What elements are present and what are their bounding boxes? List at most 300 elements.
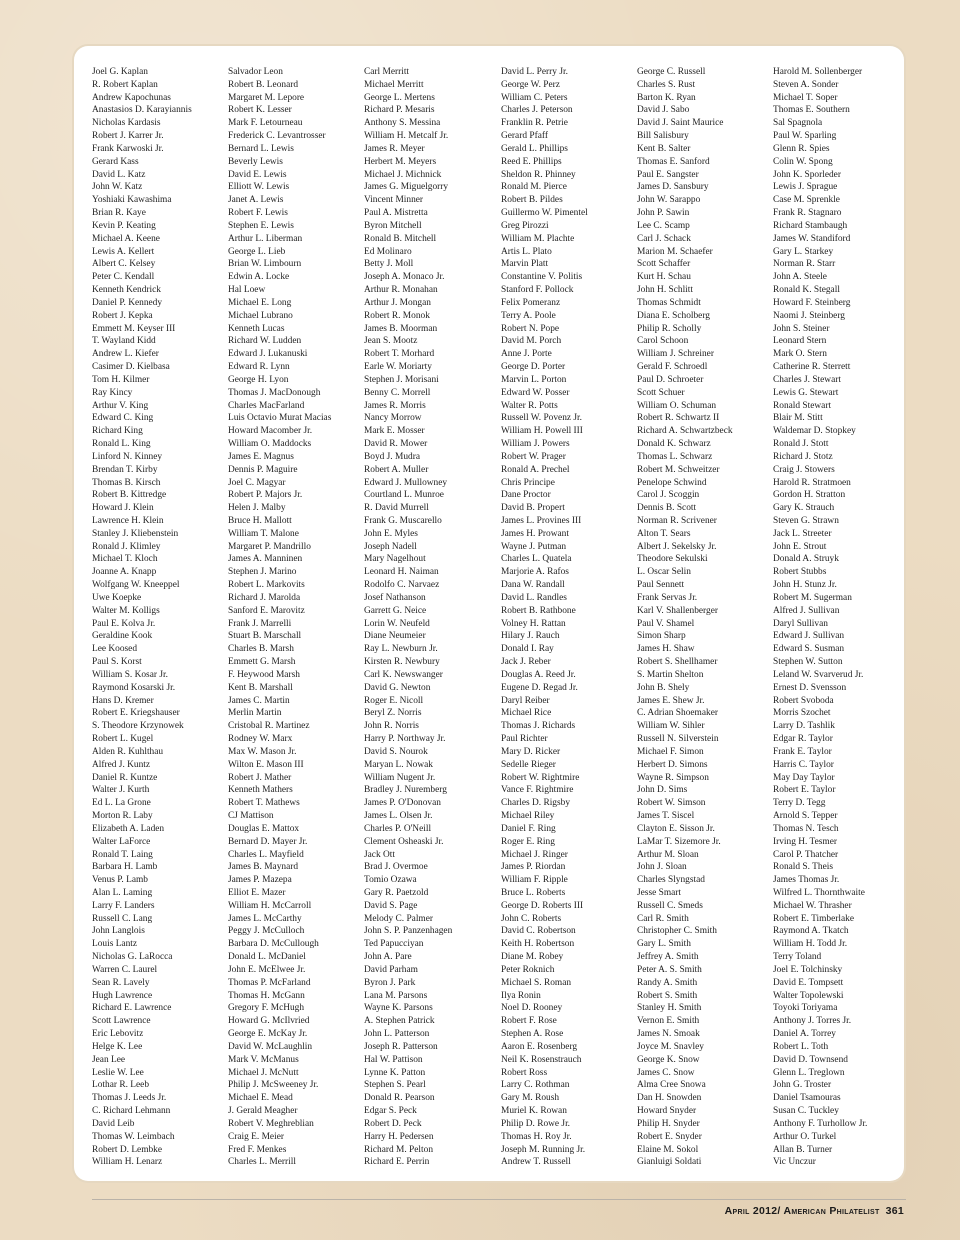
donor-name: Harold M. Sollenberger (773, 67, 863, 77)
donor-name: Casimer D. Kielbasa (92, 362, 170, 373)
name-column-3 (364, 66, 496, 1169)
donor-name: Carol Schoon (637, 336, 689, 347)
donor-name: Thomas J. MacDonough (228, 387, 321, 398)
donor-name: Jack Ott (364, 849, 395, 860)
donor-name: Walter J. Kurth (92, 785, 150, 796)
donor-name: Kurt H. Schau (637, 272, 691, 283)
name-column-4 (501, 66, 633, 1169)
donor-name: Lynne K. Patton (364, 1067, 426, 1078)
donor-name: William H. Todd Jr. (773, 939, 848, 950)
donor-name: Harris C. Taylor (773, 759, 834, 770)
donor-name: William Nugent Jr. (364, 772, 436, 783)
donor-name: Robert W. Prager (501, 451, 566, 462)
donor-name: Yoshiaki Kawashima (92, 195, 172, 206)
donor-name: John W. Katz (92, 182, 143, 193)
donor-name: Richard P. Mesaris (364, 105, 435, 116)
donor-name: Anthony J. Torres Jr. (773, 1016, 852, 1027)
donor-name: Mark O. Stern (773, 349, 827, 360)
donor-name: S. Theodore Krzynowek (92, 721, 184, 732)
donor-name: John S. P. Panzenhagen (364, 926, 453, 937)
donor-name: Mark V. McManus (228, 1054, 299, 1065)
donor-name: Stuart B. Marschall (228, 631, 302, 642)
donor-name: John G. Troster (773, 1080, 832, 1091)
donor-name: Robert B. Pildes (501, 195, 563, 206)
donor-name: Russell C. Smeds (637, 900, 703, 911)
donor-name: Donald K. Schwarz (637, 439, 711, 450)
donor-name: Kent B. Salter (637, 143, 691, 154)
donor-name: Alfred J. Sullivan (773, 605, 840, 616)
donor-name: Stanley H. Smith (637, 1003, 702, 1014)
donor-name: Hugh Lawrence (92, 990, 153, 1001)
donor-name: William W. Sihler (637, 721, 705, 732)
donor-name: Neil K. Rosenstrauch (501, 1054, 582, 1065)
donor-name: Robert B. Leonard (228, 79, 299, 90)
donor-name: Edward J. Mullowney (364, 477, 448, 488)
donor-name: Dane Proctor (501, 490, 551, 501)
donor-name: Jesse Smart (637, 888, 682, 898)
donor-name: Michael A. Keene (92, 233, 160, 244)
donor-name: James H. Shaw (637, 644, 695, 655)
donor-name: George L. Lieb (228, 246, 286, 257)
donor-name: Robert E. Taylor (773, 785, 836, 796)
donor-name: Paul S. Korst (92, 657, 142, 668)
donor-name: Joel E. Tolchinsky (773, 964, 843, 975)
donor-name: Walter R. Potts (501, 400, 558, 411)
donor-name: David L. Katz (92, 169, 146, 180)
donor-name: A. Stephen Patrick (364, 1016, 435, 1027)
donor-name: Penelope Schwind (637, 477, 707, 488)
donor-name: John H. Schlitt (637, 285, 693, 296)
donor-name: Robert S. Smith (637, 990, 698, 1001)
donor-name: John B. Shely (637, 682, 690, 693)
donor-name: Franklin R. Petrie (501, 118, 568, 129)
donor-name: Geraldine Kook (92, 631, 153, 642)
donor-name: Michael E. Long (228, 297, 292, 308)
donor-name: Edwin A. Locke (228, 272, 290, 283)
donor-name: Robert D. Peck (364, 1118, 422, 1129)
donor-name: William T. Malone (228, 528, 299, 539)
donor-name: Brian R. Kaye (92, 208, 146, 219)
donor-name: Thomas N. Tesch (773, 823, 839, 834)
donor-name: James P. Mazepa (228, 875, 292, 886)
publication-name: April 2012/ American Philatelist (724, 1205, 880, 1217)
donor-name: Morris Szochet (773, 708, 831, 719)
donor-name: Felix Pomeranz (501, 297, 561, 308)
donor-name: Gianluigi Soldati (637, 1157, 702, 1168)
donor-name: Keith H. Robertson (501, 939, 575, 950)
donor-name: Howard J. Klein (92, 503, 154, 514)
donor-name: Michael J. Ringer (501, 849, 568, 860)
donor-name: James P. O'Donovan (364, 798, 441, 809)
donor-name: Gerald F. Schroedl (637, 362, 708, 373)
donor-name: James C. Martin (228, 695, 290, 706)
donor-name: Ronald T. Laing (92, 849, 153, 860)
donor-name: Beryl Z. Norris (364, 708, 422, 719)
donor-name: Paul D. Schroeter (637, 374, 704, 385)
donor-name: David M. Porch (501, 336, 562, 347)
donor-name: John A. Pare (364, 952, 412, 963)
donor-name: Steven G. Strawn (773, 515, 839, 526)
donor-name: Kenneth Lucas (228, 323, 285, 334)
donor-name: Jean Lee (92, 1054, 126, 1065)
donor-name: Arthur R. Monahan (364, 285, 438, 296)
donor-name: Lee Koosed (92, 644, 138, 655)
donor-name: James W. Standiford (773, 233, 851, 244)
donor-name: Alan L. Laming (92, 888, 153, 898)
donor-name: Vernon E. Smith (637, 1016, 700, 1027)
donor-name: Karl V. Shallenberger (637, 605, 718, 616)
donor-name: Daniel P. Kennedy (92, 297, 163, 308)
donor-name: Philip J. McSweeney Jr. (228, 1080, 319, 1091)
donor-name: Ronald B. Mitchell (364, 233, 437, 244)
donor-name: Stanford F. Pollock (501, 285, 574, 296)
donor-name: Daryl Reiber (501, 695, 550, 706)
donor-name: Michael J. Michnick (364, 169, 442, 180)
donor-name: Carl J. Schack (637, 233, 691, 244)
donor-name: Melody C. Palmer (364, 913, 434, 924)
donor-name: Peggy J. McCulloch (228, 926, 305, 937)
donor-name: Bernard D. Mayer Jr. (228, 836, 308, 847)
donor-name: Mark F. Letourneau (228, 118, 303, 129)
donor-name: Albert J. Sekelsky Jr. (637, 541, 717, 552)
donor-name: Michael T. Kloch (92, 554, 158, 565)
donor-name: Richard M. Pelton (364, 1144, 434, 1155)
donor-name: David G. Newton (364, 682, 431, 693)
donor-name: Byron J. Park (364, 977, 416, 988)
name-column-1 (92, 66, 224, 1169)
donor-name: John E. Strout (773, 541, 827, 552)
donor-name: Arthur O. Turkel (773, 1131, 837, 1142)
donor-name: Joseph R. Patterson (364, 1041, 438, 1052)
donor-name: Robert K. Lesser (228, 105, 292, 116)
donor-name: Frank R. Stagnaro (773, 208, 842, 219)
donor-name: Raymond Kosarski Jr. (92, 682, 176, 693)
donor-name: Robert D. Lembke (92, 1144, 163, 1155)
donor-name: Arthur J. Mongan (364, 297, 431, 308)
donor-name: Salvador Leon (228, 67, 283, 77)
donor-name: Carl Merritt (364, 67, 410, 77)
donor-name: Thomas H. Roy Jr. (501, 1131, 572, 1142)
donor-name: Warren C. Laurel (92, 964, 158, 975)
donor-name: Ronald A. Prechel (501, 464, 570, 475)
donor-name: C. Adrian Shoemaker (637, 708, 718, 719)
donor-name: Harry P. Northway Jr. (364, 734, 446, 745)
donor-name: Paul W. Sparling (773, 131, 837, 142)
donor-name: Volney H. Rattan (501, 618, 566, 629)
donor-name: Daniel F. Ring (501, 823, 556, 834)
donor-name: Stephen E. Lewis (228, 220, 294, 231)
donor-name: Colin W. Spong (773, 156, 833, 167)
donor-name: William O. Maddocks (228, 439, 312, 450)
donor-name: Alton T. Sears (637, 528, 691, 539)
donor-name: R. Robert Kaplan (92, 79, 158, 90)
donor-name: Paul E. Sangster (637, 169, 699, 180)
donor-name: Leonard H. Naiman (364, 567, 439, 578)
donor-name: James E. Magnus (228, 451, 294, 462)
donor-name: John J. Sloan (637, 862, 687, 873)
donor-name: Robert E. Snyder (637, 1131, 702, 1142)
donor-name: Robert T. Mathews (228, 798, 300, 809)
donor-name: Edward C. King (92, 413, 154, 424)
donor-name: James H. Prowant (501, 528, 569, 539)
donor-name: Richard Stambaugh (773, 220, 848, 231)
page-number: 361 (885, 1205, 904, 1217)
donor-name: Daniel R. Kuntze (92, 772, 158, 783)
donor-name: Norman R. Starr (773, 259, 836, 270)
donor-name: Terry Toland (773, 952, 822, 963)
donor-name: Peter Roknich (501, 964, 555, 975)
donor-name: Richard E. Lawrence (92, 1003, 172, 1014)
donor-name: Charles S. Rust (637, 79, 696, 90)
donor-name: Hal W. Pattison (364, 1054, 423, 1065)
donor-name: Louis Lantz (92, 939, 138, 950)
donor-name: Edward W. Posser (501, 387, 570, 398)
donor-name: Lothar R. Leeb (92, 1080, 150, 1091)
donor-name: Charles B. Marsh (228, 644, 294, 655)
donor-name: Carol P. Thatcher (773, 849, 839, 860)
donor-name: Ilya Ronin (501, 990, 541, 1001)
donor-name: Anthony S. Messina (364, 118, 441, 129)
donor-name: Robert N. Pope (501, 323, 560, 334)
donor-name: Thomas W. Leimbach (92, 1131, 175, 1142)
donor-name: Jack J. Reber (501, 657, 551, 668)
donor-name: Roger E. Ring (501, 836, 555, 847)
donor-name: Walter LaForce (92, 836, 151, 847)
donor-name: David L. Randles (501, 592, 567, 603)
donor-name: Larry C. Rothman (501, 1080, 570, 1091)
donor-name: Charles P. O'Neill (364, 823, 432, 834)
donor-name: Robert A. Muller (364, 464, 429, 475)
donor-name: L. Oscar Selin (637, 567, 691, 578)
donor-name: Dan H. Snowden (637, 1093, 702, 1104)
donor-name: Ronald Stewart (773, 400, 832, 411)
donor-name: William H. McCarroll (228, 900, 312, 911)
donor-name: Kenneth Mathers (228, 785, 293, 796)
donor-name: Lewis G. Stewart (773, 387, 839, 398)
donor-name: Terry D. Tegg (773, 798, 826, 809)
donor-name: James P. Riordan (501, 862, 566, 873)
donor-name: Janet A. Lewis (228, 195, 284, 206)
donor-name: Donald A. Struyk (773, 554, 839, 565)
donor-name: James L. McCarthy (228, 913, 302, 924)
donor-name: Elizabeth A. Laden (92, 823, 165, 834)
donor-name: Artis L. Plato (501, 246, 552, 257)
donor-name: James R. Meyer (364, 143, 425, 154)
donor-name: CJ Mattison (228, 811, 274, 822)
donor-name: Robert J. Kepka (92, 310, 153, 321)
donor-name: Theodore Sekulski (637, 554, 708, 565)
donor-name: Courtland L. Munroe (364, 490, 444, 501)
donor-name: David R. Mower (364, 439, 428, 450)
donor-name: James C. Snow (637, 1067, 695, 1078)
donor-name: Robert L. Markovits (228, 580, 305, 591)
donor-name: Case M. Sprenkle (773, 195, 840, 206)
donor-name: Bradley J. Nuremberg (364, 785, 447, 796)
donor-name: Michael W. Thrasher (773, 900, 852, 911)
donor-name: Toyoki Toriyama (773, 1003, 838, 1014)
page-footer (0, 1205, 904, 1217)
donor-name: Waldemar D. Stopkey (773, 426, 856, 437)
donor-name: Mary D. Ricker (501, 746, 561, 757)
donor-name: Clement Osheaski Jr. (364, 836, 444, 847)
donor-name: Norman R. Scrivener (637, 515, 717, 526)
donor-name: Clayton E. Sisson Jr. (637, 823, 715, 834)
donor-name: Kenneth Kendrick (92, 285, 161, 296)
donor-name: Gary L. Smith (637, 939, 691, 950)
donor-name: Frank E. Taylor (773, 746, 832, 757)
donor-name: Dennis P. Maguire (228, 464, 298, 475)
donor-name: Herbert M. Meyers (364, 156, 437, 167)
donor-name: Robert E. Timberlake (773, 913, 854, 924)
donor-name: Mark E. Mosser (364, 426, 425, 437)
donor-name: George E. McKay Jr. (228, 1029, 308, 1040)
donor-name: John E. McElwee Jr. (228, 964, 306, 975)
donor-name: Josef Nathanson (364, 592, 426, 603)
donor-name: Charles L. Merrill (228, 1157, 296, 1168)
donor-name: Wilfred L. Thornthwaite (773, 888, 865, 898)
donor-name: Nicholas Kardasis (92, 118, 161, 129)
donor-name: Daniel A. Torrey (773, 1029, 836, 1040)
donor-name: Peter A. S. Smith (637, 964, 702, 975)
donor-name: Benny C. Morrell (364, 387, 431, 398)
donor-name: David L. Perry Jr. (501, 67, 568, 77)
donor-name: Ernest D. Svensson (773, 682, 847, 693)
donor-name: Andrew T. Russell (501, 1157, 571, 1168)
donor-name: Joseph A. Monaco Jr. (364, 272, 445, 283)
donor-name: Nancy Morrow (364, 413, 422, 424)
donor-name: Robert F. Rose (501, 1016, 557, 1027)
donor-name: Joel G. Kaplan (92, 67, 148, 77)
donor-name: William J. Powers (501, 439, 570, 450)
donor-name: Luis Octavio Murat Macias (228, 413, 332, 424)
donor-name: Kirsten R. Newbury (364, 657, 440, 668)
donor-name: Leslie W. Lee (92, 1067, 144, 1078)
donor-name: Margaret P. Mandrillo (228, 541, 311, 552)
donor-name-list (92, 66, 892, 1171)
donor-name: Richard A. Schwartzbeck (637, 426, 733, 437)
donor-name: S. Martin Shelton (637, 669, 704, 680)
donor-name: Russell C. Lang (92, 913, 153, 924)
donor-name: Elliott W. Lewis (228, 182, 290, 193)
donor-name: Donald R. Pearson (364, 1093, 435, 1104)
donor-name: Robert R. Monok (364, 310, 430, 321)
donor-name: Philip H. Snyder (637, 1118, 700, 1129)
donor-name: James Thomas Jr. (773, 875, 840, 886)
donor-name: Sheldon R. Phinney (501, 169, 576, 180)
donor-name: James B. Maynard (228, 862, 299, 873)
donor-name: Carol J. Scoggin (637, 490, 700, 501)
donor-name: Howard F. Steinberg (773, 297, 851, 308)
donor-name: Elaine M. Sokol (637, 1144, 699, 1155)
donor-name: Frederick C. Levantrosser (228, 131, 326, 142)
donor-name: Barbara H. Lamb (92, 862, 158, 873)
donor-name: Max W. Mason Jr. (228, 746, 297, 757)
name-column-6 (773, 66, 905, 1169)
donor-name: Guillermo W. Pimentel (501, 208, 588, 219)
donor-name: George L. Mertens (364, 92, 435, 103)
donor-name: Charles L. Mayfield (228, 849, 304, 860)
donor-name: Hal Loew (228, 285, 266, 296)
donor-name: Walter M. Kolligs (92, 605, 160, 616)
donor-name: Anastasios D. Karayiannis (92, 105, 192, 116)
donor-name: Alma Cree Snowa (637, 1080, 706, 1091)
donor-name: Michael Merritt (364, 79, 424, 90)
donor-name: Glenn L. Treglown (773, 1067, 845, 1078)
donor-name: David Parham (364, 964, 418, 975)
donor-name: Thomas L. Schwarz (637, 451, 713, 462)
donor-name: Stephen J. Morisani (364, 374, 439, 385)
donor-name: Ronald J. Klimley (92, 541, 161, 552)
donor-name: John P. Sawin (637, 208, 690, 219)
donor-name: Irving H. Tesmer (773, 836, 837, 847)
donor-name: Arthur M. Sloan (637, 849, 699, 860)
donor-name: Arthur L. Liberman (228, 233, 303, 244)
donor-name: William C. Peters (501, 92, 568, 103)
donor-name: Bruce L. Roberts (501, 888, 566, 898)
donor-name: Donald L. McDaniel (228, 952, 306, 963)
donor-name: Charles D. Rigsby (501, 798, 571, 809)
donor-name: Garrett G. Neice (364, 605, 427, 616)
donor-name: Elliot E. Mazer (228, 888, 286, 898)
name-column-5 (637, 66, 769, 1169)
donor-name: Douglas E. Mattox (228, 823, 300, 834)
donor-name: Thomas J. Richards (501, 721, 576, 732)
donor-name: Wilton E. Mason III (228, 759, 304, 770)
donor-name: Morton R. Laby (92, 811, 153, 822)
donor-name: Charles MacFarland (228, 400, 305, 411)
donor-name: Philip R. Scholly (637, 323, 702, 334)
donor-name: F. Heywood Marsh (228, 669, 300, 680)
donor-name: Naomi J. Steinberg (773, 310, 845, 321)
donor-name: David D. Townsend (773, 1054, 848, 1065)
donor-name: Allan B. Turner (773, 1144, 833, 1155)
donor-name: James G. Miguelgorry (364, 182, 449, 193)
donor-name: George C. Russell (637, 67, 706, 77)
donor-name: Richard King (92, 426, 143, 437)
donor-name: Thomas B. Kirsch (92, 477, 161, 488)
donor-name: Gerard Pfaff (501, 131, 548, 142)
donor-name: Anthony F. Turhollow Jr. (773, 1118, 868, 1129)
donor-name: Gregory F. McHugh (228, 1003, 305, 1014)
donor-name: Michael Rice (501, 708, 552, 719)
donor-name: Diane M. Robey (501, 952, 564, 963)
donor-name: William S. Kosar Jr. (92, 669, 168, 680)
donor-name: Diane Neumeier (364, 631, 426, 642)
donor-name: Constantine V. Politis (501, 272, 583, 283)
donor-name: Eric Lebovitz (92, 1029, 144, 1040)
donor-name: Scott Schaffer (637, 259, 691, 270)
donor-name: Michael S. Roman (501, 977, 572, 988)
donor-name: Joyce M. Snavley (637, 1041, 704, 1052)
donor-name: Ed L. La Grone (92, 798, 151, 809)
donor-name: Dennis B. Scott (637, 503, 697, 514)
donor-name: Robert W. Rightmire (501, 772, 580, 783)
donor-name: Nicholas G. LaRocca (92, 952, 173, 963)
donor-name: Jack L. Streeter (773, 528, 832, 539)
donor-name: Leonard Stern (773, 336, 827, 347)
donor-name: Reed E. Phillips (501, 156, 562, 167)
donor-name: Wayne K. Parsons (364, 1003, 433, 1014)
donor-name: Barton K. Ryan (637, 92, 696, 103)
donor-name: Ted Papucciyan (364, 939, 424, 950)
donor-name: Vance F. Rightmire (501, 785, 574, 796)
donor-name: Boyd J. Mudra (364, 451, 420, 462)
donor-name: Margaret M. Lepore (228, 92, 305, 103)
donor-name: David S. Page (364, 900, 418, 911)
donor-name: Chris Principe (501, 477, 555, 488)
donor-name: Stephen W. Sutton (773, 657, 843, 668)
donor-name: Ronald J. Stott (773, 439, 829, 450)
